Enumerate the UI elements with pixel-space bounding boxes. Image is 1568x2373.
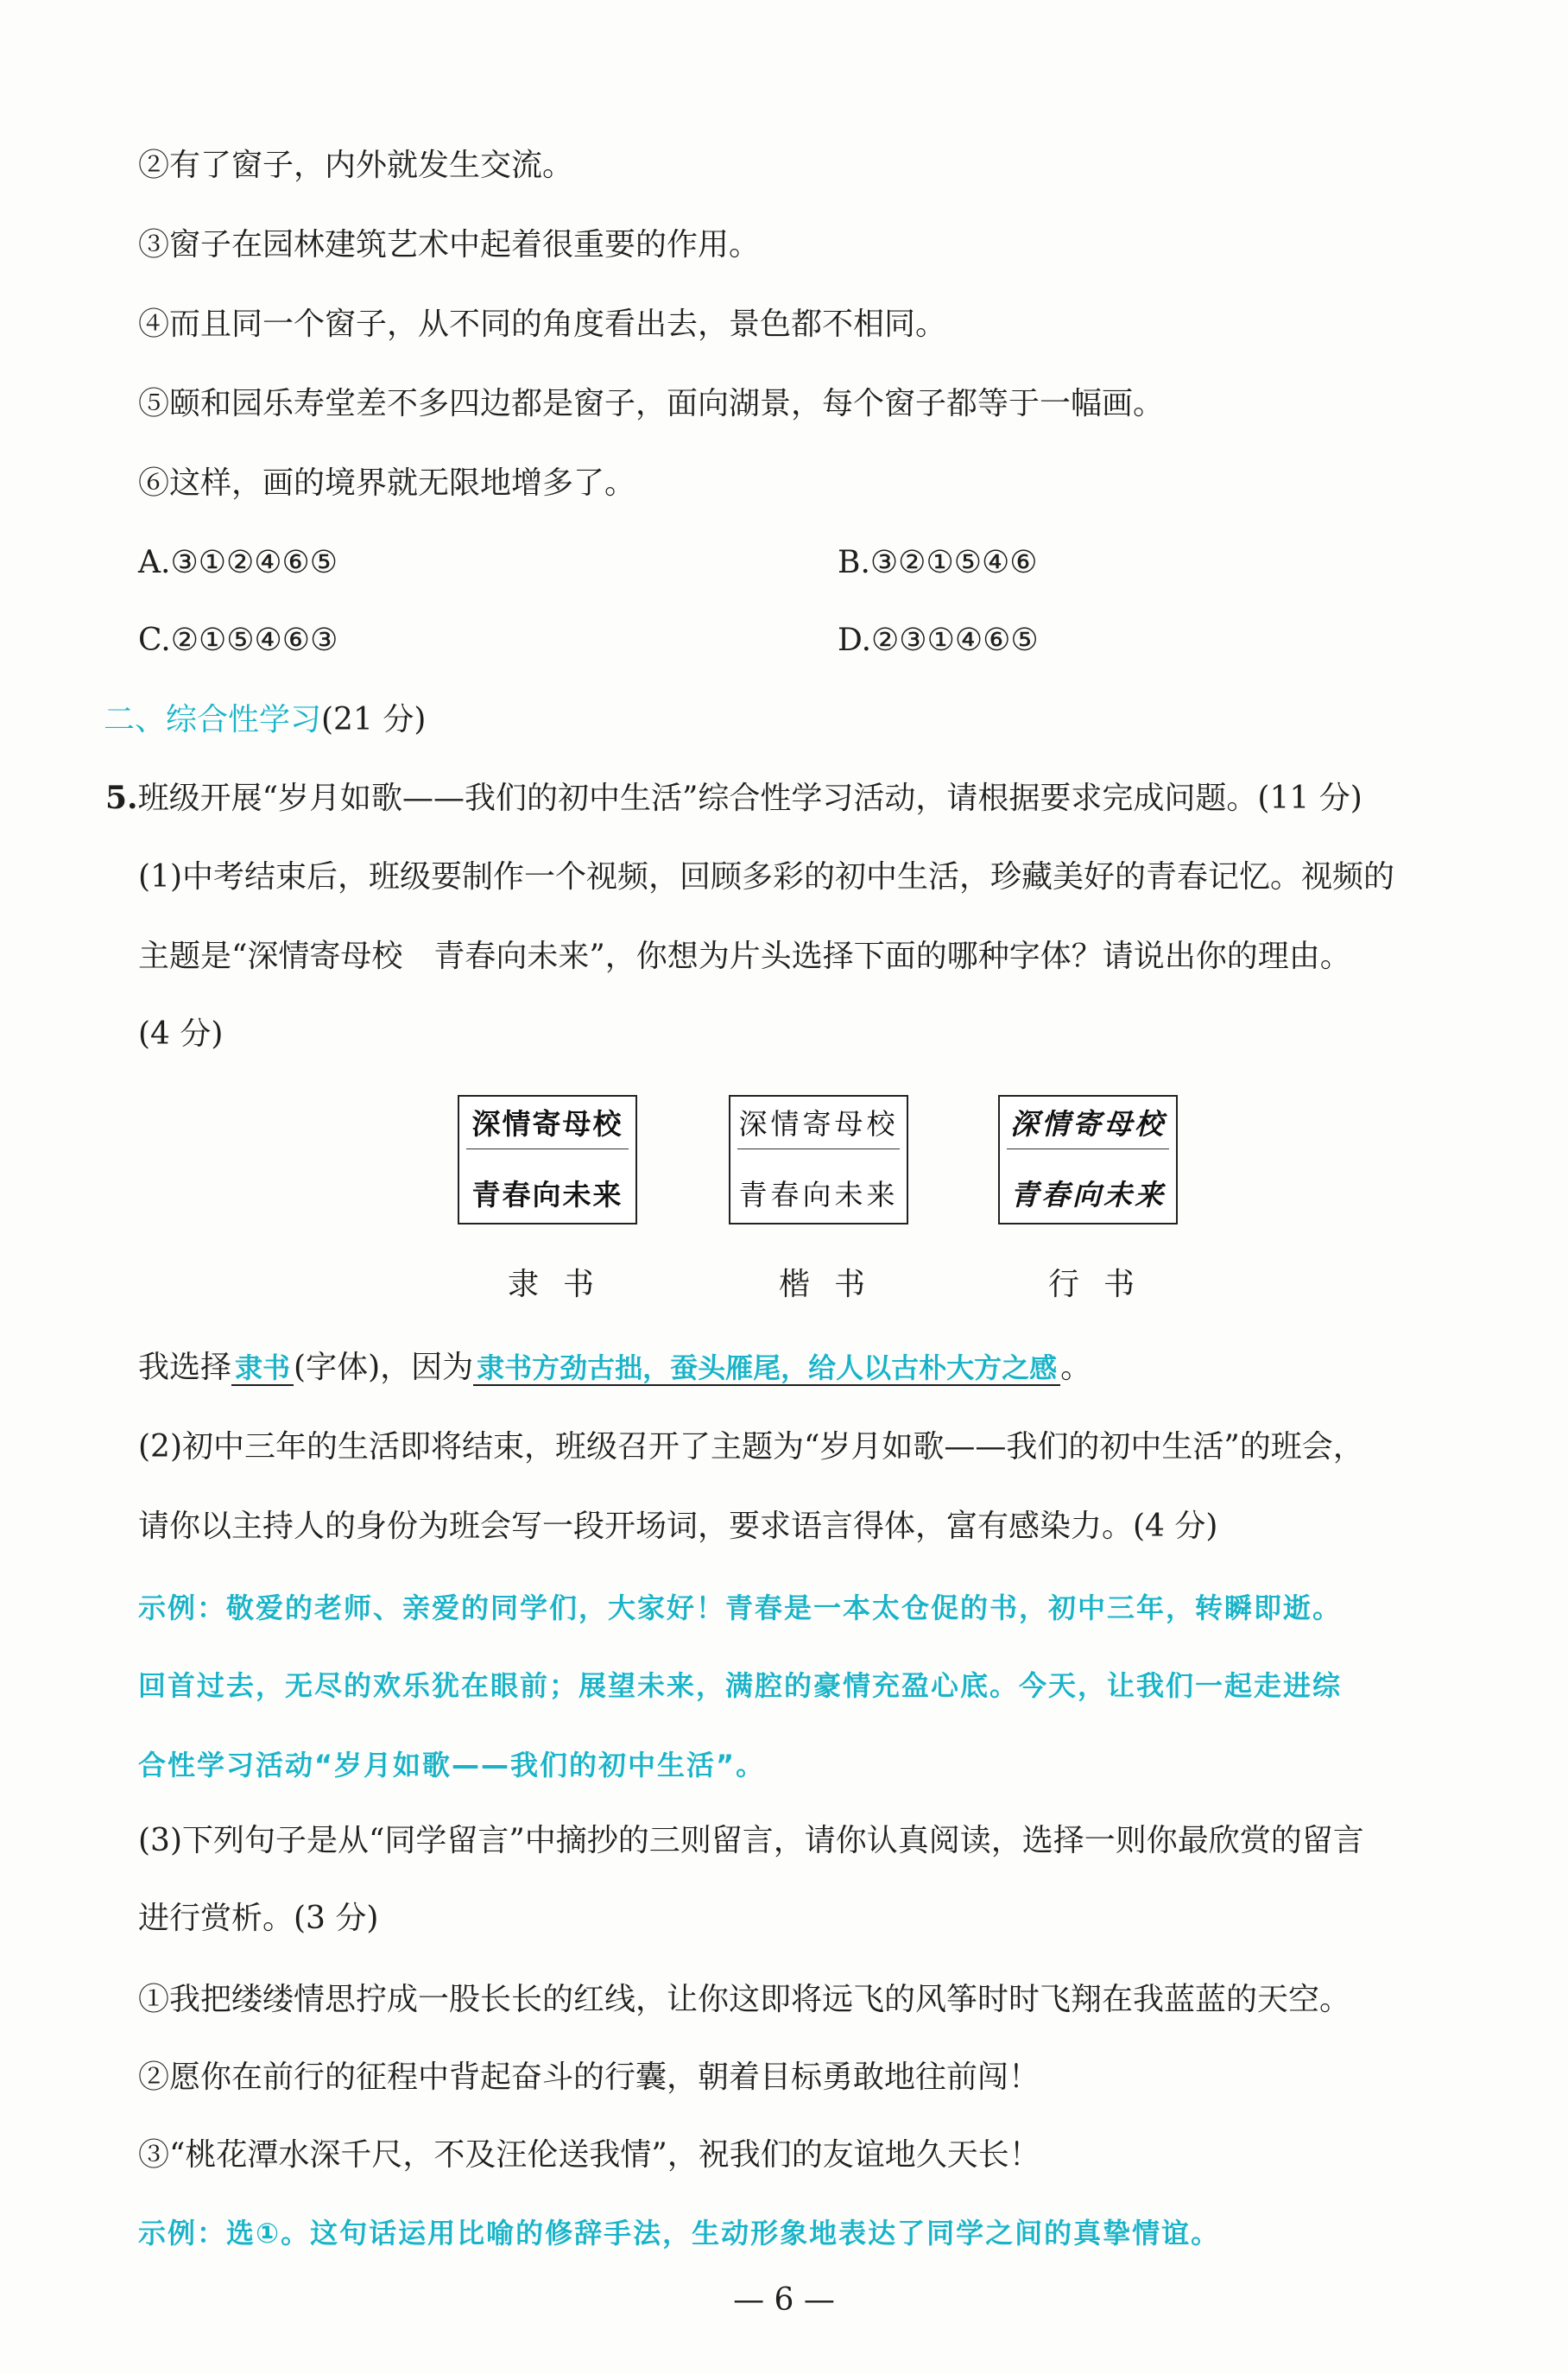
option-c: C.②①⑤④⑥③ xyxy=(138,623,338,658)
font-sample-row2: 青春向未来 xyxy=(1010,1178,1166,1212)
font-sample-row1: 深情寄母校 xyxy=(471,1107,623,1141)
part3-answer: 示例：选①。这句话运用比喻的修辞手法，生动形象地表达了同学之间的真挚情谊。 xyxy=(138,2217,1221,2250)
font-label-kaishu: 楷书 xyxy=(778,1267,889,1302)
question-text: 班级开展“岁月如歌——我们的初中生活”综合性学习活动，请根据要求完成问题。(11 分) xyxy=(137,781,1363,816)
font-sample-xingshu xyxy=(998,1095,1178,1224)
message-2: ②愿你在前行的征程中背起奋斗的行囊，朝着目标勇敢地往前闯！ xyxy=(138,2060,1040,2095)
font-label-xingshu: 行书 xyxy=(1047,1267,1159,1302)
font-label-lishu: 隶书 xyxy=(507,1267,618,1302)
font-sample-lishu xyxy=(458,1095,637,1224)
item-4: ④而且同一个窗子，从不同的角度看出去，景色都不相同。 xyxy=(138,307,947,342)
part1-answer-line xyxy=(138,1345,1091,1390)
part3-line2: 进行赏析。(3 分) xyxy=(138,1901,379,1936)
option-b: B.③②①⑤④⑥ xyxy=(838,545,1038,580)
message-1: ①我把缕缕情思拧成一股长长的红线，让你这即将远飞的风筝时时飞翔在我蓝蓝的天空。 xyxy=(138,1982,1351,2017)
font-sample-row1: 深情寄母校 xyxy=(738,1107,899,1141)
chosen-font-answer: 隶书 xyxy=(231,1351,294,1386)
font-sample-row1: 深情寄母校 xyxy=(1010,1107,1166,1141)
part2-answer-line1: 示例：敬爱的老师、亲爱的同学们，大家好！青春是一本太仓促的书，初中三年，转瞬即逝。 xyxy=(138,1591,1343,1624)
part1-line2: 主题是“深情寄母校 青春向未来”，你想为片头选择下面的哪种字体？请说出你的理由。 xyxy=(138,939,1351,974)
reason-answer: 隶书方劲古拙，蚕头雁尾，给人以古朴大方之感 xyxy=(473,1351,1060,1386)
font-sample-row2: 青春向未来 xyxy=(738,1178,899,1212)
part3-line1: (3)下列句子是从“同学留言”中摘抄的三则留言，请你认真阅读，选择一则你最欣赏的留言 xyxy=(138,1823,1364,1858)
part2-answer-line2: 回首过去，无尽的欢乐犹在眼前；展望未来，满腔的豪情充盈心底。今天，让我们一起走进综 xyxy=(138,1669,1343,1702)
section-heading xyxy=(104,698,426,743)
part2-line2: 请你以主持人的身份为班会写一段开场词，要求语言得体，富有感染力。(4 分) xyxy=(138,1509,1218,1544)
question-5-stem xyxy=(105,775,1363,821)
part1-line1: (1)中考结束后，班级要制作一个视频，回顾多彩的初中生活，珍藏美好的青春记忆。视频的 xyxy=(138,859,1394,895)
page-number: — 6 — xyxy=(733,2282,835,2318)
option-d: D.②③①④⑥⑤ xyxy=(838,623,1039,658)
answer-mid: (字体)，因为 xyxy=(294,1350,474,1385)
option-a: A.③①②④⑥⑤ xyxy=(138,545,338,580)
answer-prefix: 我选择 xyxy=(138,1350,232,1385)
message-3: ③“桃花潭水深千尺，不及汪伦送我情”，祝我们的友谊地久天长！ xyxy=(138,2137,1040,2173)
item-2: ②有了窗子，内外就发生交流。 xyxy=(138,148,574,183)
item-6: ⑥这样，画的境界就无限地增多了。 xyxy=(138,465,636,501)
section-title: 二、综合性学习 xyxy=(104,702,322,737)
font-sample-kaishu xyxy=(729,1095,908,1224)
answer-end: 。 xyxy=(1060,1350,1092,1385)
question-number: 5. xyxy=(105,780,138,816)
part2-line1: (2)初中三年的生活即将结束，班级召开了主题为“岁月如歌——我们的初中生活”的班会， xyxy=(138,1429,1364,1465)
part2-answer-line3: 合性学习活动“岁月如歌——我们的初中生活”。 xyxy=(138,1749,766,1781)
item-5: ⑤颐和园乐寿堂差不多四边都是窗子，面向湖景，每个窗子都等于一幅画。 xyxy=(138,386,1165,421)
item-3: ③窗子在园林建筑艺术中起着很重要的作用。 xyxy=(138,227,761,263)
part1-line3: (4 分) xyxy=(138,1016,224,1052)
section-score: (21 分) xyxy=(321,702,427,737)
font-sample-row2: 青春向未来 xyxy=(471,1178,623,1212)
